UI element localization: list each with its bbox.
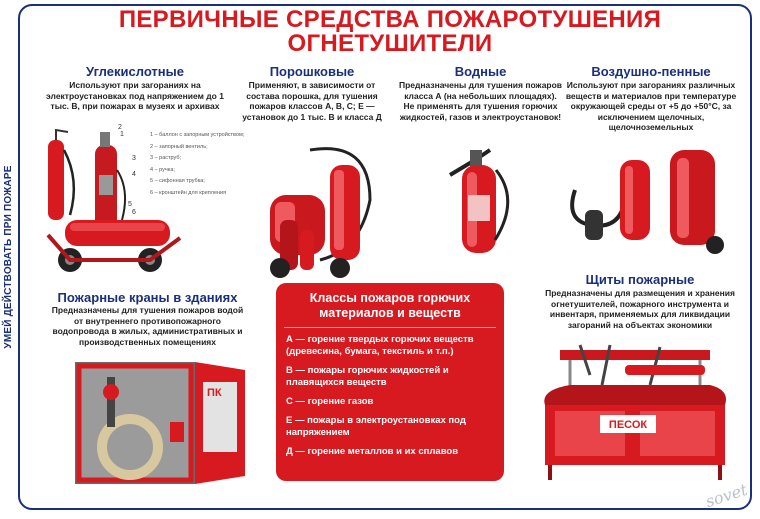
watermark: sovet <box>703 479 750 512</box>
page-title <box>60 8 720 56</box>
diagram-number: 2 <box>118 124 122 131</box>
water-extinguisher-illustration <box>440 140 530 270</box>
sidebar <box>0 0 18 519</box>
class-item: В — пожары горючих жидкостей и плавящихся веществ <box>286 365 449 388</box>
co2-extinguishers-illustration <box>40 120 200 285</box>
class-item: Е — пожары в электроустановках под напряжением <box>286 415 466 438</box>
foam-extinguishers-illustration <box>565 140 740 260</box>
legend-item: 4 – ручка; <box>150 166 175 173</box>
class-item: С — горение газов <box>286 396 374 407</box>
title-line-1: ПЕРВИЧНЫЕ СРЕДСТВА ПОЖАРОТУШЕНИЯ <box>118 6 662 33</box>
fire-hydrant-cabinet-illustration <box>75 362 247 487</box>
diagram-number: 6 <box>132 209 136 216</box>
foam-text: Используют при загораниях различных веществ и материалов при температуре окружающей среды от +5 до +50°С, за исключением щелочных, щелочноземельных <box>565 80 737 132</box>
title-line-2: ОГНЕТУШИТЕЛИ <box>287 30 493 57</box>
shields-heading: Щиты пожарные <box>585 272 695 287</box>
shields-text: Предназначены для размещения и хранения огнетушителей, пожарного инструмента и инвентаря, применяемых для ликвидации загораний на объектах экономики <box>545 288 735 330</box>
side-text: УМЕЙ ДЕЙСТВОВАТЬ ПРИ ПОЖАРЕ <box>3 165 14 349</box>
powder-text: Применяют, в зависимости от состава порошка, для тушения пожаров классов А, В, С; Е — установок до 1 тыс. В и класса Д <box>242 80 382 122</box>
water-heading: Водные <box>454 64 507 79</box>
powder-extinguishers-illustration <box>250 140 390 280</box>
legend-item: 6 – кронштейн для крепления <box>150 189 227 196</box>
sand-label: ПЕСОК <box>608 419 648 431</box>
legend-item: 1 – баллон с запорным устройством; <box>150 132 245 138</box>
legend-item: 3 – раструб; <box>150 155 182 161</box>
water-text: Предназначены для тушения пожаров класса А (на небольших площадях). Не применять для тушения горючих жидкостей, газов и электроустановок! <box>398 80 563 122</box>
fire-shield-illustration <box>530 345 735 485</box>
hydrants-heading: Пожарные краны в зданиях <box>57 290 238 305</box>
class-item: А — горение твердых горючих веществ (древесина, бумага, текстиль и т.п.) <box>286 334 474 357</box>
legend-item: 5 – сифонная трубка; <box>150 178 205 184</box>
diagram-number: 1 <box>120 131 124 138</box>
foam-heading: Воздушно-пенные <box>591 64 711 79</box>
hydrants-text: Предназначены для тушения пожаров водой от внутреннего противопожарного водопровода в жилых, административных и производственных помещениях <box>51 305 244 347</box>
fire-classes-box <box>276 283 504 481</box>
diagram-number: 4 <box>132 171 136 178</box>
cabinet-label: ПК <box>207 387 222 399</box>
diagram-number: 3 <box>132 155 136 162</box>
co2-heading: Углекислотные <box>86 64 184 79</box>
powder-heading: Порошковые <box>269 64 355 79</box>
class-item: Д — горение металлов и их сплавов <box>286 446 459 457</box>
legend-item: 2 – запорный вентиль; <box>150 143 208 150</box>
co2-text: Используют при загораниях на электроустановках под напряжением до 1 тыс. В, при пожарах в музеях и архивах <box>46 80 224 111</box>
classes-title: Классы пожаров горючих материалов и веществ <box>284 291 496 328</box>
diagram-number: 5 <box>128 201 132 208</box>
